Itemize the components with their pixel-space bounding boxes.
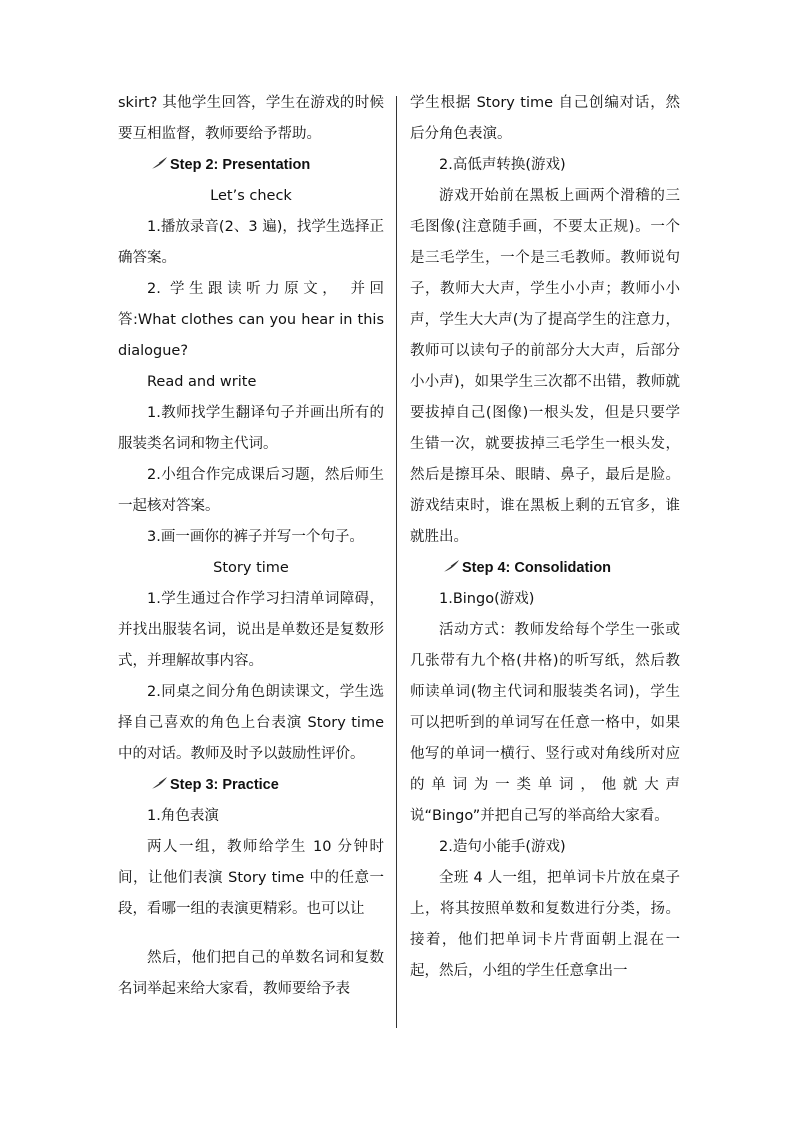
paragraph: 活动方式：教师发给每个学生一张或几张带有九个格(井格)的听写纸，然后教师读单词(物主代词和服装类名词)，学生可以把听到的单词写在任意一格中，如果他写的单词一横行、竖行或对角线所对应的单词为一类单词，他就大声说“Bingo”并把自己写的举高给大家看。 <box>410 622 680 824</box>
paragraph: 两人一组，教师给学生 10 分钟时间，让他们表演 Story time 中的任意一段，看哪一组的表演更精彩。也可以让 <box>118 839 384 917</box>
column-divider <box>396 96 397 1028</box>
paragraph: 2.小组合作完成课后习题，然后师生一起核对答案。 <box>118 467 384 514</box>
paragraph-gap <box>118 925 384 943</box>
paragraph: 1.角色表演 <box>147 808 219 824</box>
paragraph: 2.同桌之间分角色朗读课文，学生选择自己喜欢的角色上台表演 Story time 中的对话。教师及时予以鼓励性评价。 <box>118 684 384 762</box>
step-heading-text: Step 3: Practice <box>170 777 279 793</box>
section-subtitle: Let’s check <box>210 188 292 204</box>
paragraph: 全班 4 人一组，把单词卡片放在桌子上，将其按照单数和复数进行分类，扬。接着，他们把单词卡片背面朝上混在一起，然后，小组的学生任意拿出一 <box>410 870 680 979</box>
paragraph: 3.画一画你的裤子并写一个句子。 <box>147 529 364 545</box>
paragraph: 2.造句小能手(游戏) <box>439 839 566 855</box>
step-heading-text: Step 2: Presentation <box>170 157 311 173</box>
paragraph: 1.播放录音(2、3 遍)，找学生选择正确答案。 <box>118 219 384 266</box>
paragraph: 2.高低声转换(游戏) <box>439 157 566 173</box>
paragraph: 1.学生通过合作学习扫清单词障碍，并找出服装名词，说出是单数还是复数形式，并理解故事内容。 <box>118 591 384 669</box>
step-heading <box>118 150 384 181</box>
paragraph: 然后，他们把自己的单数名词和复数名词举起来给大家看，教师要给予表 <box>118 950 384 997</box>
quill-icon <box>442 559 460 573</box>
quill-icon <box>150 776 168 790</box>
step-heading-text: Step 4: Consolidation <box>462 560 612 576</box>
paragraph: 学生根据 Story time 自己创编对话，然后分角色表演。 <box>410 95 680 142</box>
step-heading <box>118 770 384 801</box>
paragraph: 2. 学生跟读听力原文， 并回答:What clothes can you hear in this dialogue? <box>118 281 384 359</box>
section-subtitle: Story time <box>213 560 289 576</box>
step-heading <box>410 553 680 584</box>
left-column <box>118 88 384 1005</box>
paragraph: skirt? 其他学生回答，学生在游戏的时候要互相监督，教师要给予帮助。 <box>118 95 384 142</box>
paragraph: 游戏开始前在黑板上画两个滑稽的三毛图像(注意随手画，不要太正规)。一个是三毛学生，一个是三毛教师。教师说句子，教师大大声，学生小小声；教师小小声，学生大大声(为了提高学生的注意力，教师可以读句子的前部分大大声，后部分小小声)，如果学生三次都不出错，教师就要拔掉自己(图像)一根头发，但是只要学生错一次，就要拔掉三毛学生一根头发，然后是擦耳朵、眼睛、鼻子，最后是脸。游戏结束时，谁在黑板上剩的五官多，谁就胜出。 <box>410 188 680 545</box>
right-column <box>410 88 680 987</box>
paragraph: 1.Bingo(游戏) <box>439 591 535 607</box>
paragraph: Read and write <box>147 374 257 390</box>
quill-icon <box>150 156 168 170</box>
paragraph: 1.教师找学生翻译句子并画出所有的服装类名词和物主代词。 <box>118 405 384 452</box>
